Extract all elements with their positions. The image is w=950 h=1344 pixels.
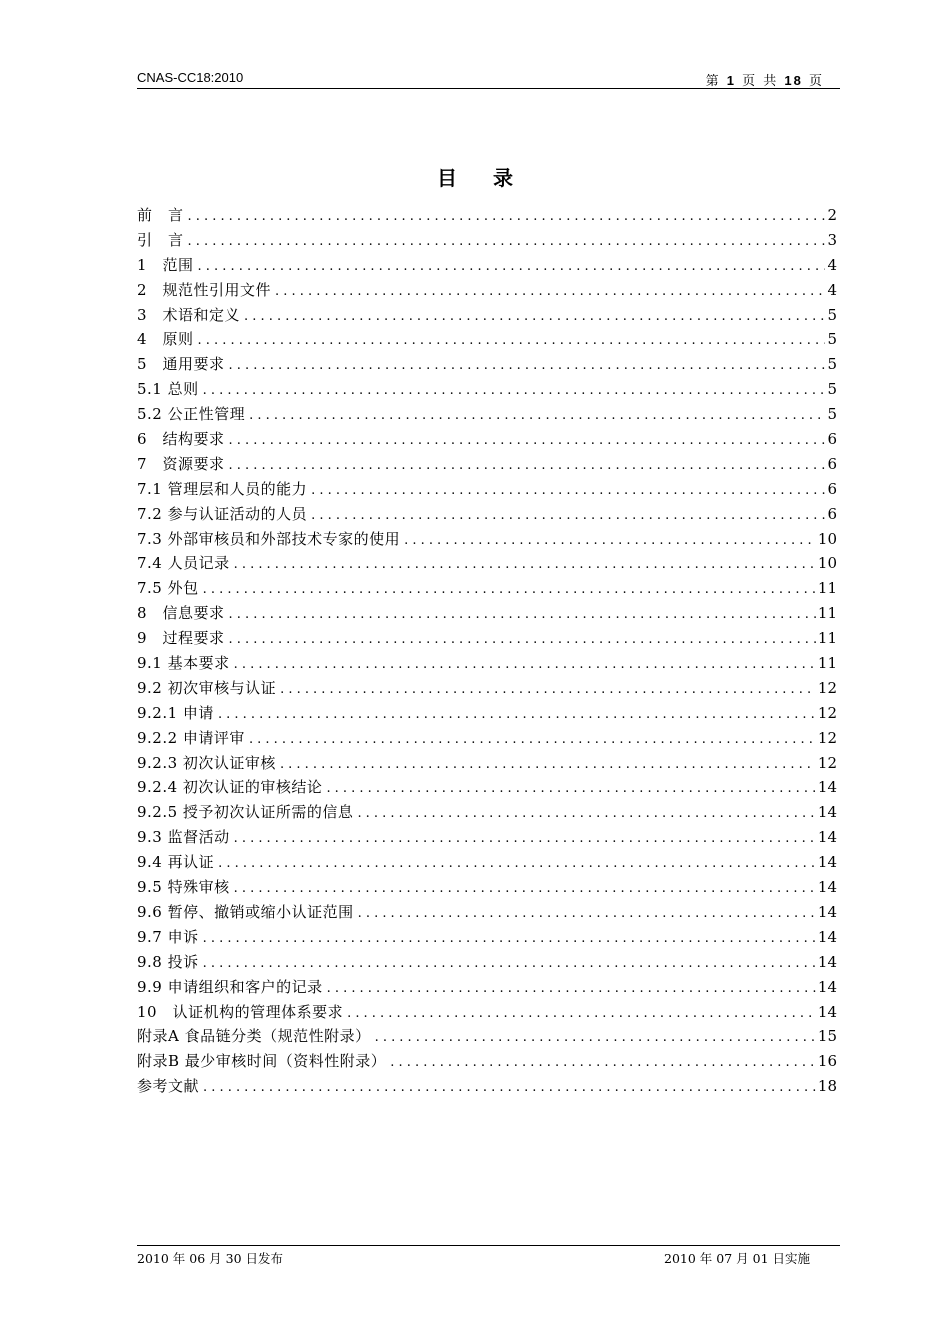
- toc-leader-dots: [249, 728, 816, 751]
- toc-entry[interactable]: [137, 402, 837, 427]
- toc-leader-dots: [188, 230, 826, 253]
- toc-leader-dots: [188, 205, 826, 228]
- toc-entry[interactable]: [137, 925, 837, 950]
- toc-entry[interactable]: [137, 303, 837, 328]
- toc-entry-page: 5: [827, 355, 837, 374]
- page-prefix: 第: [705, 74, 721, 89]
- toc-entry-label: 参考文献: [137, 1077, 200, 1096]
- toc-entry[interactable]: [137, 701, 837, 726]
- toc-entry-page: 14: [817, 803, 837, 822]
- toc-entry-page: 18: [817, 1077, 837, 1096]
- toc-entry[interactable]: [137, 975, 837, 1000]
- total-page-count: 18: [784, 73, 803, 88]
- page-header: [137, 68, 840, 89]
- toc-leader-dots: [280, 753, 816, 776]
- toc-entry-page: 10: [817, 554, 837, 573]
- toc-entry-label: 5.1 总则: [137, 380, 199, 399]
- toc-entry-label: 9.3 监督活动: [137, 828, 230, 847]
- toc-leader-dots: [347, 1002, 816, 1025]
- toc-entry-label: 9.7 申诉: [137, 927, 199, 946]
- toc-leader-dots: [203, 578, 816, 601]
- toc-leader-dots: [229, 354, 826, 377]
- toc-leader-dots: [280, 678, 816, 701]
- toc-entry-label: 附录B 最少审核时间（资料性附录）: [137, 1052, 387, 1071]
- toc-entry-page: 5: [827, 330, 837, 349]
- toc-leader-dots: [375, 1026, 816, 1049]
- toc-entry[interactable]: [137, 452, 837, 477]
- document-code: CNAS-CC18:2010: [137, 70, 244, 85]
- toc-leader-dots: [234, 653, 816, 676]
- toc-entry-page: 5: [827, 405, 837, 424]
- toc-entry-page: 14: [817, 977, 837, 996]
- toc-entry[interactable]: [137, 1049, 837, 1074]
- toc-entry[interactable]: [137, 551, 837, 576]
- toc-entry-page: 15: [817, 1027, 837, 1046]
- toc-entry-page: 14: [817, 878, 837, 897]
- toc-entry-page: 12: [817, 728, 837, 747]
- toc-leader-dots: [218, 703, 816, 726]
- toc-entry-label: 7 资源要求: [137, 454, 225, 473]
- toc-entry[interactable]: [137, 825, 837, 850]
- toc-leader-dots: [327, 977, 816, 1000]
- toc-leader-dots: [311, 504, 825, 527]
- toc-entry-page: 14: [817, 828, 837, 847]
- toc-entry-label: 7.4 人员记录: [137, 554, 230, 573]
- toc-entry-label: 9.2.1 申请: [137, 703, 214, 722]
- toc-entry[interactable]: [137, 1000, 837, 1025]
- toc-entry[interactable]: [137, 651, 837, 676]
- toc-entry-page: 5: [827, 380, 837, 399]
- toc-leader-dots: [203, 1076, 816, 1099]
- toc-entry-page: 11: [817, 654, 837, 673]
- toc-leader-dots: [249, 404, 825, 427]
- toc-leader-dots: [198, 255, 826, 278]
- toc-leader-dots: [198, 329, 826, 352]
- toc-entry-page: 11: [817, 579, 837, 598]
- effective-date: 2010 年 07 月 01 日实施: [664, 1251, 810, 1266]
- toc-entry-label: 9.2 初次审核与认证: [137, 678, 277, 697]
- table-of-contents: [137, 203, 837, 1099]
- toc-entry-page: 12: [817, 753, 837, 772]
- toc-entry-label: 3 术语和定义: [137, 305, 241, 324]
- toc-entry[interactable]: [137, 327, 837, 352]
- page-mid-text: 页 共: [742, 74, 779, 89]
- toc-entry-label: 5 通用要求: [137, 355, 225, 374]
- toc-entry-page: 14: [817, 778, 837, 797]
- toc-entry-label: 4 原则: [137, 330, 194, 349]
- toc-entry-page: 6: [827, 430, 837, 449]
- toc-entry-page: 14: [817, 1002, 837, 1021]
- toc-entry[interactable]: [137, 900, 837, 925]
- toc-entry-label: 7.1 管理层和人员的能力: [137, 479, 308, 498]
- toc-leader-dots: [203, 379, 826, 402]
- page-title: 目录: [437, 166, 549, 190]
- toc-entry-page: 14: [817, 927, 837, 946]
- toc-entry-label: 9 过程要求: [137, 629, 225, 648]
- toc-entry[interactable]: [137, 527, 837, 552]
- toc-entry-label: 9.9 申请组织和客户的记录: [137, 977, 323, 996]
- toc-entry-label: 9.2.3 初次认证审核: [137, 753, 276, 772]
- page-suffix: 页: [808, 74, 824, 89]
- toc-entry-page: 10: [817, 529, 837, 548]
- toc-entry-label: 5.2 公正性管理: [137, 405, 246, 424]
- toc-leader-dots: [203, 927, 816, 950]
- toc-entry-page: 5: [827, 305, 837, 324]
- toc-entry-label: 9.2.4 初次认证的审核结论: [137, 778, 323, 797]
- toc-entry[interactable]: [137, 352, 837, 377]
- toc-entry-page: 4: [827, 280, 837, 299]
- toc-entry-label: 9.4 再认证: [137, 853, 215, 872]
- issue-date: 2010 年 06 月 30 日发布: [137, 1251, 283, 1266]
- toc-entry[interactable]: [137, 1024, 837, 1049]
- toc-leader-dots: [358, 902, 816, 925]
- toc-entry-label: 9.5 特殊审核: [137, 878, 230, 897]
- toc-entry-label: 7.5 外包: [137, 579, 199, 598]
- toc-entry-label: 2 规范性引用文件: [137, 280, 272, 299]
- toc-entry[interactable]: [137, 676, 837, 701]
- toc-leader-dots: [244, 305, 825, 328]
- toc-entry-page: 11: [817, 629, 837, 648]
- toc-entry[interactable]: [137, 502, 837, 527]
- toc-entry-label: 前 言: [137, 206, 184, 224]
- page-number-info: [706, 70, 824, 89]
- toc-leader-dots: [229, 454, 826, 477]
- toc-entry-page: 6: [827, 504, 837, 523]
- toc-entry[interactable]: [137, 775, 837, 800]
- toc-entry-label: 9.1 基本要求: [137, 654, 230, 673]
- toc-entry-label: 9.6 暂停、撤销或缩小认证范围: [137, 902, 354, 921]
- toc-leader-dots: [357, 802, 815, 825]
- toc-entry-label: 附录A 食品链分类（规范性附录）: [137, 1027, 371, 1046]
- toc-entry-label: 引 言: [137, 230, 184, 249]
- current-page-number: 1: [726, 73, 736, 88]
- toc-entry-label: 10 认证机构的管理体系要求: [137, 1002, 344, 1021]
- toc-entry[interactable]: [137, 950, 837, 975]
- toc-entry-page: 6: [827, 479, 837, 498]
- toc-entry[interactable]: [137, 726, 837, 751]
- toc-entry[interactable]: [137, 253, 837, 278]
- toc-entry-page: 11: [817, 604, 837, 623]
- toc-leader-dots: [218, 852, 816, 875]
- toc-entry[interactable]: [137, 228, 837, 253]
- toc-entry[interactable]: [137, 751, 837, 776]
- toc-entry[interactable]: [137, 576, 837, 601]
- toc-entry[interactable]: [137, 626, 837, 651]
- toc-entry-label: 8 信息要求: [137, 604, 225, 623]
- toc-entry-page: 3: [827, 230, 837, 249]
- toc-entry-label: 7.2 参与认证活动的人员: [137, 504, 308, 523]
- toc-entry[interactable]: [137, 875, 837, 900]
- toc-entry[interactable]: [137, 278, 837, 303]
- toc-entry-label: 9.8 投诉: [137, 952, 199, 971]
- toc-entry-page: 16: [817, 1052, 837, 1071]
- toc-leader-dots: [234, 877, 816, 900]
- toc-leader-dots: [326, 777, 815, 800]
- toc-entry-page: 14: [817, 853, 837, 872]
- toc-entry-label: 9.2.5 授予初次认证所需的信息: [137, 803, 354, 822]
- toc-entry-label: 1 范围: [137, 255, 194, 274]
- toc-entry-page: 6: [827, 454, 837, 473]
- toc-entry[interactable]: [137, 377, 837, 402]
- toc-leader-dots: [229, 628, 816, 651]
- toc-leader-dots: [390, 1051, 816, 1074]
- toc-entry-page: 14: [817, 902, 837, 921]
- toc-entry-page: 4: [827, 255, 837, 274]
- toc-entry[interactable]: [137, 477, 837, 502]
- toc-leader-dots: [234, 553, 816, 576]
- toc-leader-dots: [229, 429, 826, 452]
- toc-leader-dots: [311, 479, 825, 502]
- toc-leader-dots: [203, 952, 816, 975]
- toc-entry-page: 2: [827, 206, 837, 224]
- toc-entry[interactable]: [137, 1074, 837, 1099]
- toc-entry-page: 12: [817, 678, 837, 697]
- toc-leader-dots: [234, 827, 816, 850]
- toc-entry[interactable]: [137, 203, 837, 228]
- toc-entry[interactable]: [137, 427, 837, 452]
- toc-leader-dots: [275, 280, 825, 303]
- toc-leader-dots: [229, 603, 816, 626]
- toc-entry-page: 12: [817, 703, 837, 722]
- toc-entry[interactable]: [137, 601, 837, 626]
- toc-entry-label: 7.3 外部审核员和外部技术专家的使用: [137, 529, 401, 548]
- toc-entry-page: 14: [817, 952, 837, 971]
- toc-leader-dots: [404, 529, 816, 552]
- toc-entry[interactable]: [137, 850, 837, 875]
- toc-entry-label: 6 结构要求: [137, 430, 225, 449]
- toc-entry[interactable]: [137, 800, 837, 825]
- toc-entry-label: 9.2.2 申请评审: [137, 728, 245, 747]
- page-footer: [137, 1245, 840, 1266]
